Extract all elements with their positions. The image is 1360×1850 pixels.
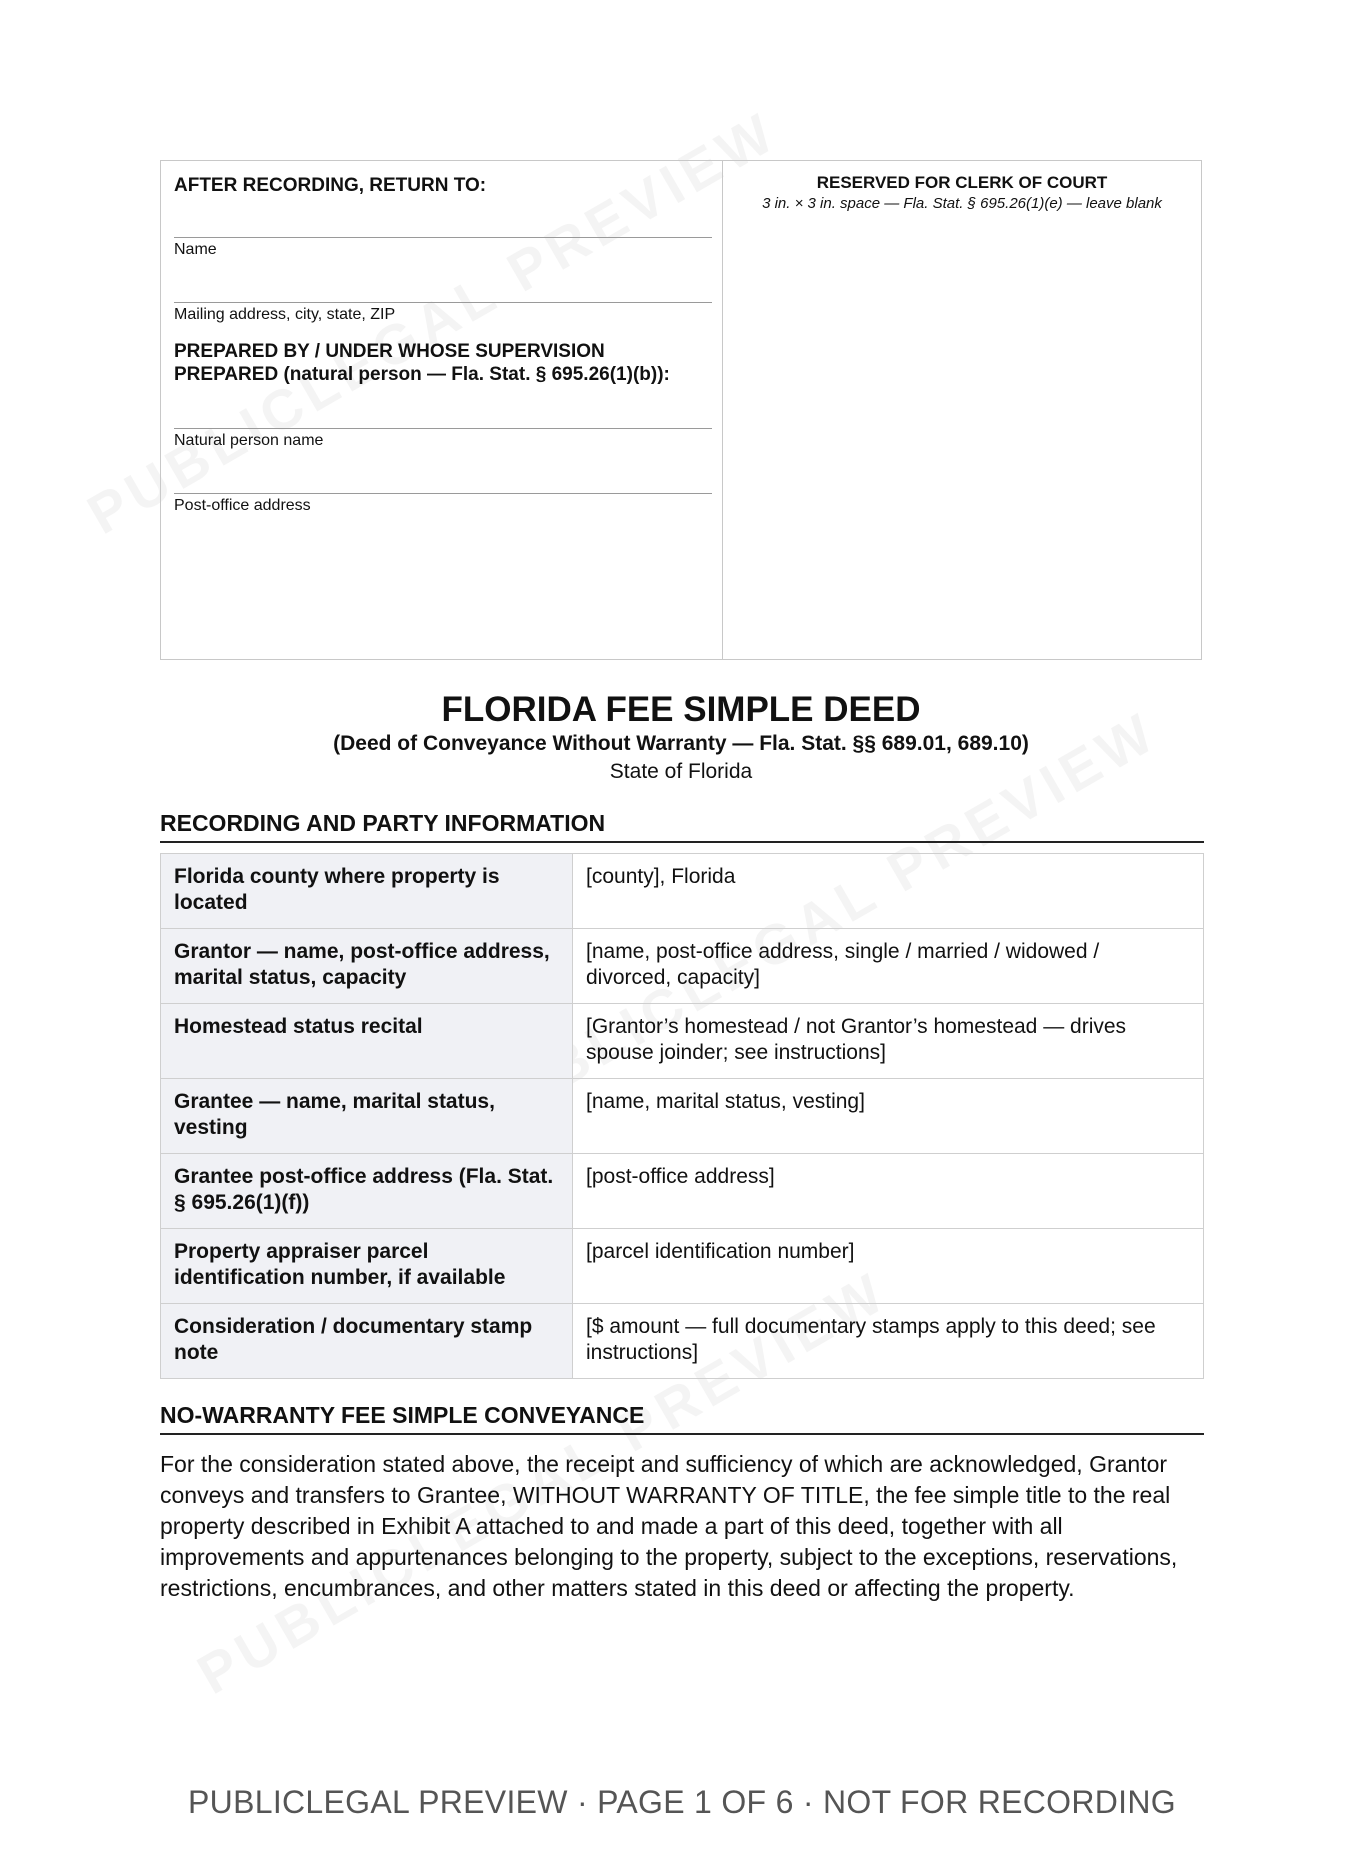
mailing-address-label: Mailing address, city, state, ZIP xyxy=(174,306,396,323)
field-value[interactable]: [parcel identification number] xyxy=(573,1229,1204,1304)
section-heading-conveyance: NO-WARRANTY FEE SIMPLE CONVEYANCE xyxy=(160,1402,1204,1435)
table-row xyxy=(161,1304,1204,1379)
field-label: Grantee post-office address (Fla. Stat. § 695.26(1)(f)) xyxy=(161,1154,573,1229)
party-info-table xyxy=(160,853,1204,1379)
field-label: Grantee — name, marital status, vesting xyxy=(161,1079,573,1154)
natural-person-name-label: Natural person name xyxy=(174,432,324,449)
clerk-title: RESERVED FOR CLERK OF COURT xyxy=(816,173,1108,192)
post-office-address-line[interactable] xyxy=(174,450,712,494)
table-row xyxy=(161,1154,1204,1229)
table-row xyxy=(161,1229,1204,1304)
mailing-address-line[interactable] xyxy=(174,259,712,303)
field-value[interactable]: [county], Florida xyxy=(573,854,1204,929)
page-footer: PUBLICLEGAL PREVIEW · PAGE 1 OF 6 · NOT FOR RECORDING xyxy=(188,1784,1176,1820)
field-value[interactable]: [name, post-office address, single / married / widowed / divorced, capacity] xyxy=(573,929,1204,1004)
field-label: Grantor — name, post-office address, marital status, capacity xyxy=(161,929,573,1004)
field-value[interactable]: [$ amount — full documentary stamps apply to this deed; see instructions] xyxy=(573,1304,1204,1379)
field-label: Consideration / documentary stamp note xyxy=(161,1304,573,1379)
conveyance-paragraph: For the consideration stated above, the receipt and sufficiency of which are acknowledged, Grantor conveys and transfers to Grantee, WITHOUT WARRANTY OF TITLE, the fee simple title to the real property described in Exhibit A attached to and made a part of this deed, together with all improvements and appurtenances belonging to the property, subject to the exceptions, reservations, restrictions, encumbrances, and other matters stated in this deed or affecting the property. xyxy=(160,1451,1178,1601)
post-office-address-label: Post-office address xyxy=(174,497,311,514)
section-heading-recording-party: RECORDING AND PARTY INFORMATION xyxy=(160,810,1204,843)
natural-person-name-line[interactable] xyxy=(174,386,712,429)
clerk-reserved-section xyxy=(723,161,1201,659)
table-row xyxy=(161,854,1204,929)
field-label: Homestead status recital xyxy=(161,1004,573,1079)
table-row xyxy=(161,929,1204,1004)
document-title: FLORIDA FEE SIMPLE DEED xyxy=(441,690,921,729)
field-value[interactable]: [post-office address] xyxy=(573,1154,1204,1229)
return-to-title: AFTER RECORDING, RETURN TO: xyxy=(174,175,487,196)
prepared-by-title: PREPARED BY / UNDER WHOSE SUPERVISION PREPARED (natural person — Fla. Stat. § 695.26(1)(b)): xyxy=(174,341,670,385)
field-value[interactable]: [Grantor’s homestead / not Grantor’s homestead — drives spouse joinder; see instructions] xyxy=(573,1004,1204,1079)
field-label: Property appraiser parcel identification number, if available xyxy=(161,1229,573,1304)
document-subtitle: (Deed of Conveyance Without Warranty — Fla. Stat. §§ 689.01, 689.10) xyxy=(333,732,1029,755)
name-line[interactable] xyxy=(174,197,712,238)
field-label: Florida county where property is located xyxy=(161,854,573,929)
clerk-note: 3 in. × 3 in. space — Fla. Stat. § 695.26(1)(e) — leave blank xyxy=(762,195,1162,212)
table-row xyxy=(161,1079,1204,1154)
document-state: State of Florida xyxy=(609,760,753,783)
name-label: Name xyxy=(174,241,217,258)
return-to-section xyxy=(161,161,723,659)
field-value[interactable]: [name, marital status, vesting] xyxy=(573,1079,1204,1154)
table-row xyxy=(161,1004,1204,1079)
recording-header-box xyxy=(160,160,1202,660)
